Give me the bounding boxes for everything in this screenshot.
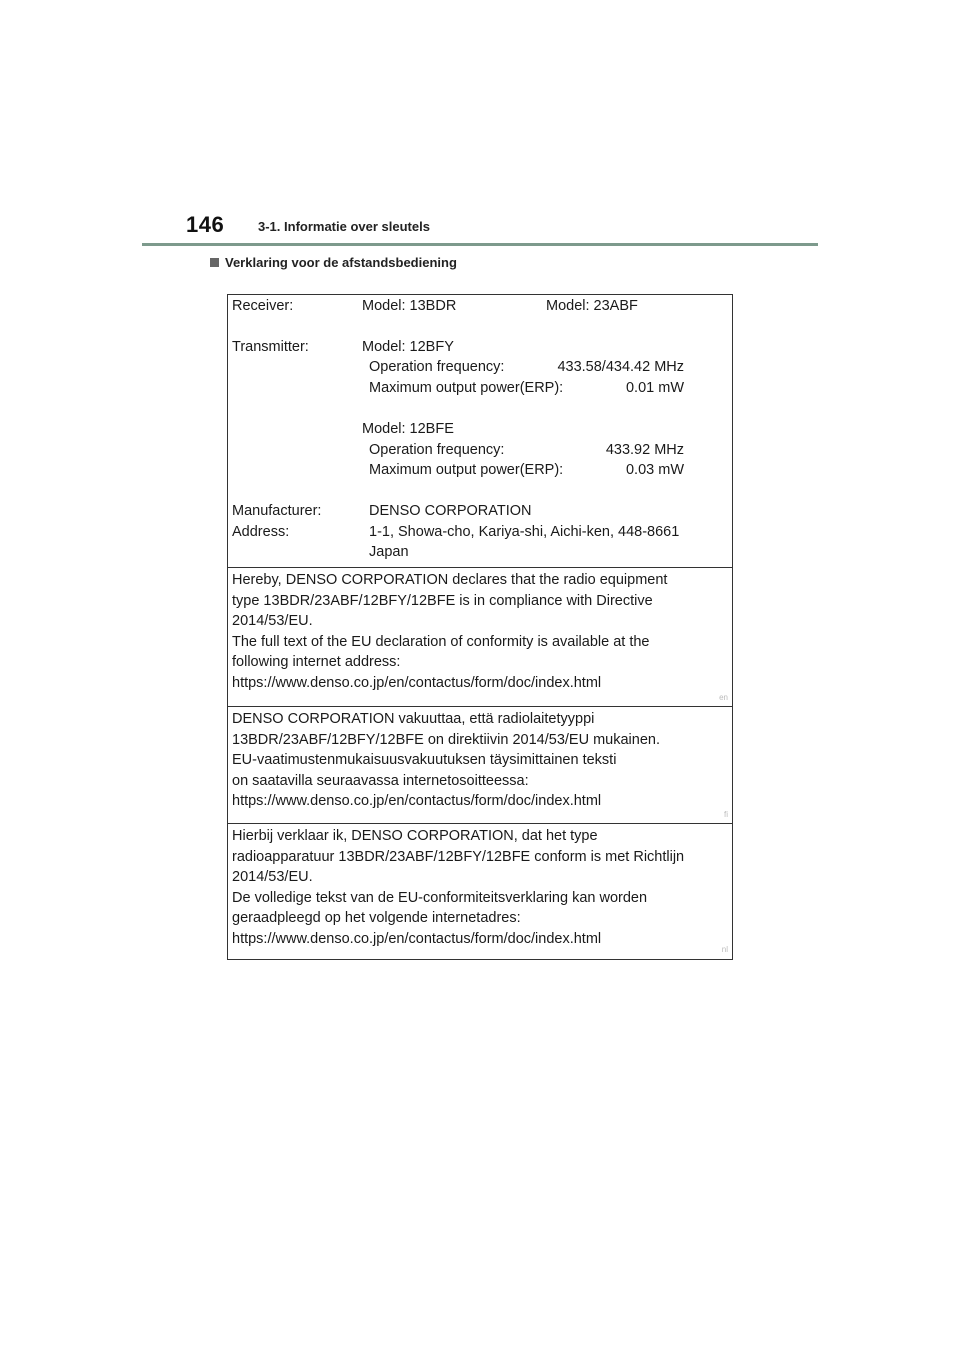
text-line: EU-vaatimustenmukaisuusvakuutuksen täysimittainen teksti: [232, 752, 617, 769]
language-mark: fi: [724, 810, 728, 819]
text-line: Hereby, DENSO CORPORATION declares that the radio equipment: [232, 572, 668, 588]
text-line: DENSO CORPORATION vakuuttaa, että radiolaitetyyppi: [232, 711, 595, 727]
declaration-dutch: [228, 823, 732, 958]
transmitter-2-model: Model: 12BFE: [362, 421, 454, 437]
text-line: The full text of the EU declaration of conformity is available at the: [232, 633, 650, 650]
square-bullet-icon: [210, 258, 219, 267]
declaration-box: [227, 294, 733, 960]
manufacturer-value: DENSO CORPORATION: [369, 503, 532, 519]
receiver-model-2: Model: 23ABF: [546, 298, 638, 314]
section-title: 3-1. Informatie over sleutels: [258, 219, 430, 234]
declaration-english: [228, 567, 732, 706]
text-line: https://www.denso.co.jp/en/contactus/form/doc/index.html: [232, 674, 602, 691]
address-line-2: Japan: [369, 544, 409, 560]
text-line: radioapparatuur 13BDR/23ABF/12BFY/12BFE conform is met Richtlijn: [232, 848, 685, 865]
transmitter-2-power-value: 0.03 mW: [625, 462, 684, 478]
transmitter-label: Transmitter:: [232, 339, 309, 355]
text-line: 13BDR/23ABF/12BFY/12BFE on direktiivin 2014/53/EU mukainen.: [232, 731, 660, 748]
subheading-text: Verklaring voor de afstandsbediening: [225, 255, 457, 270]
text-line: https://www.denso.co.jp/en/contactus/form/doc/index.html: [232, 930, 602, 947]
language-mark: en: [719, 693, 728, 702]
transmitter-2-power-label: Maximum output power(ERP):: [369, 462, 564, 478]
subheading: [210, 255, 457, 270]
text-line: on saatavilla seuraavassa internetosoitteessa:: [232, 772, 529, 789]
text-line: 2014/53/EU.: [232, 869, 313, 886]
declaration-finnish-text: [232, 709, 726, 812]
text-line: following internet address:: [232, 654, 401, 671]
language-mark: nl: [721, 945, 728, 954]
specs-section: [228, 295, 732, 567]
text-line: type 13BDR/23ABF/12BFY/12BFE is in compliance with Directive: [232, 592, 653, 609]
declaration-finnish: [228, 706, 732, 823]
transmitter-1-power-label: Maximum output power(ERP):: [369, 380, 564, 396]
receiver-model-1: Model: 13BDR: [362, 298, 457, 314]
address-line-1: 1-1, Showa-cho, Kariya-shi, Aichi-ken, 448-8661: [369, 524, 680, 540]
declaration-dutch-text: [232, 826, 726, 950]
header-rule: [142, 243, 818, 246]
transmitter-1-frequency-value: 433.58/434.42 MHz: [557, 359, 684, 375]
transmitter-1-frequency-label: Operation frequency:: [369, 359, 505, 375]
text-line: 2014/53/EU.: [232, 613, 313, 630]
page-number: 146: [186, 212, 225, 237]
text-line: Hierbij verklaar ik, DENSO CORPORATION, dat het type: [232, 828, 598, 844]
receiver-label: Receiver:: [232, 298, 294, 314]
text-line: geraadpleegd op het volgende internetadres:: [232, 910, 521, 927]
transmitter-1-power-value: 0.01 mW: [625, 380, 684, 396]
declaration-english-text: [232, 570, 726, 694]
text-line: https://www.denso.co.jp/en/contactus/form/doc/index.html: [232, 793, 602, 810]
address-label: Address:: [232, 524, 290, 540]
transmitter-1-model: Model: 12BFY: [362, 339, 454, 355]
text-line: De volledige tekst van de EU-conformiteitsverklaring kan worden: [232, 889, 648, 906]
manufacturer-label: Manufacturer:: [232, 503, 322, 519]
transmitter-2-frequency-value: 433.92 MHz: [605, 442, 684, 458]
transmitter-2-frequency-label: Operation frequency:: [369, 442, 505, 458]
